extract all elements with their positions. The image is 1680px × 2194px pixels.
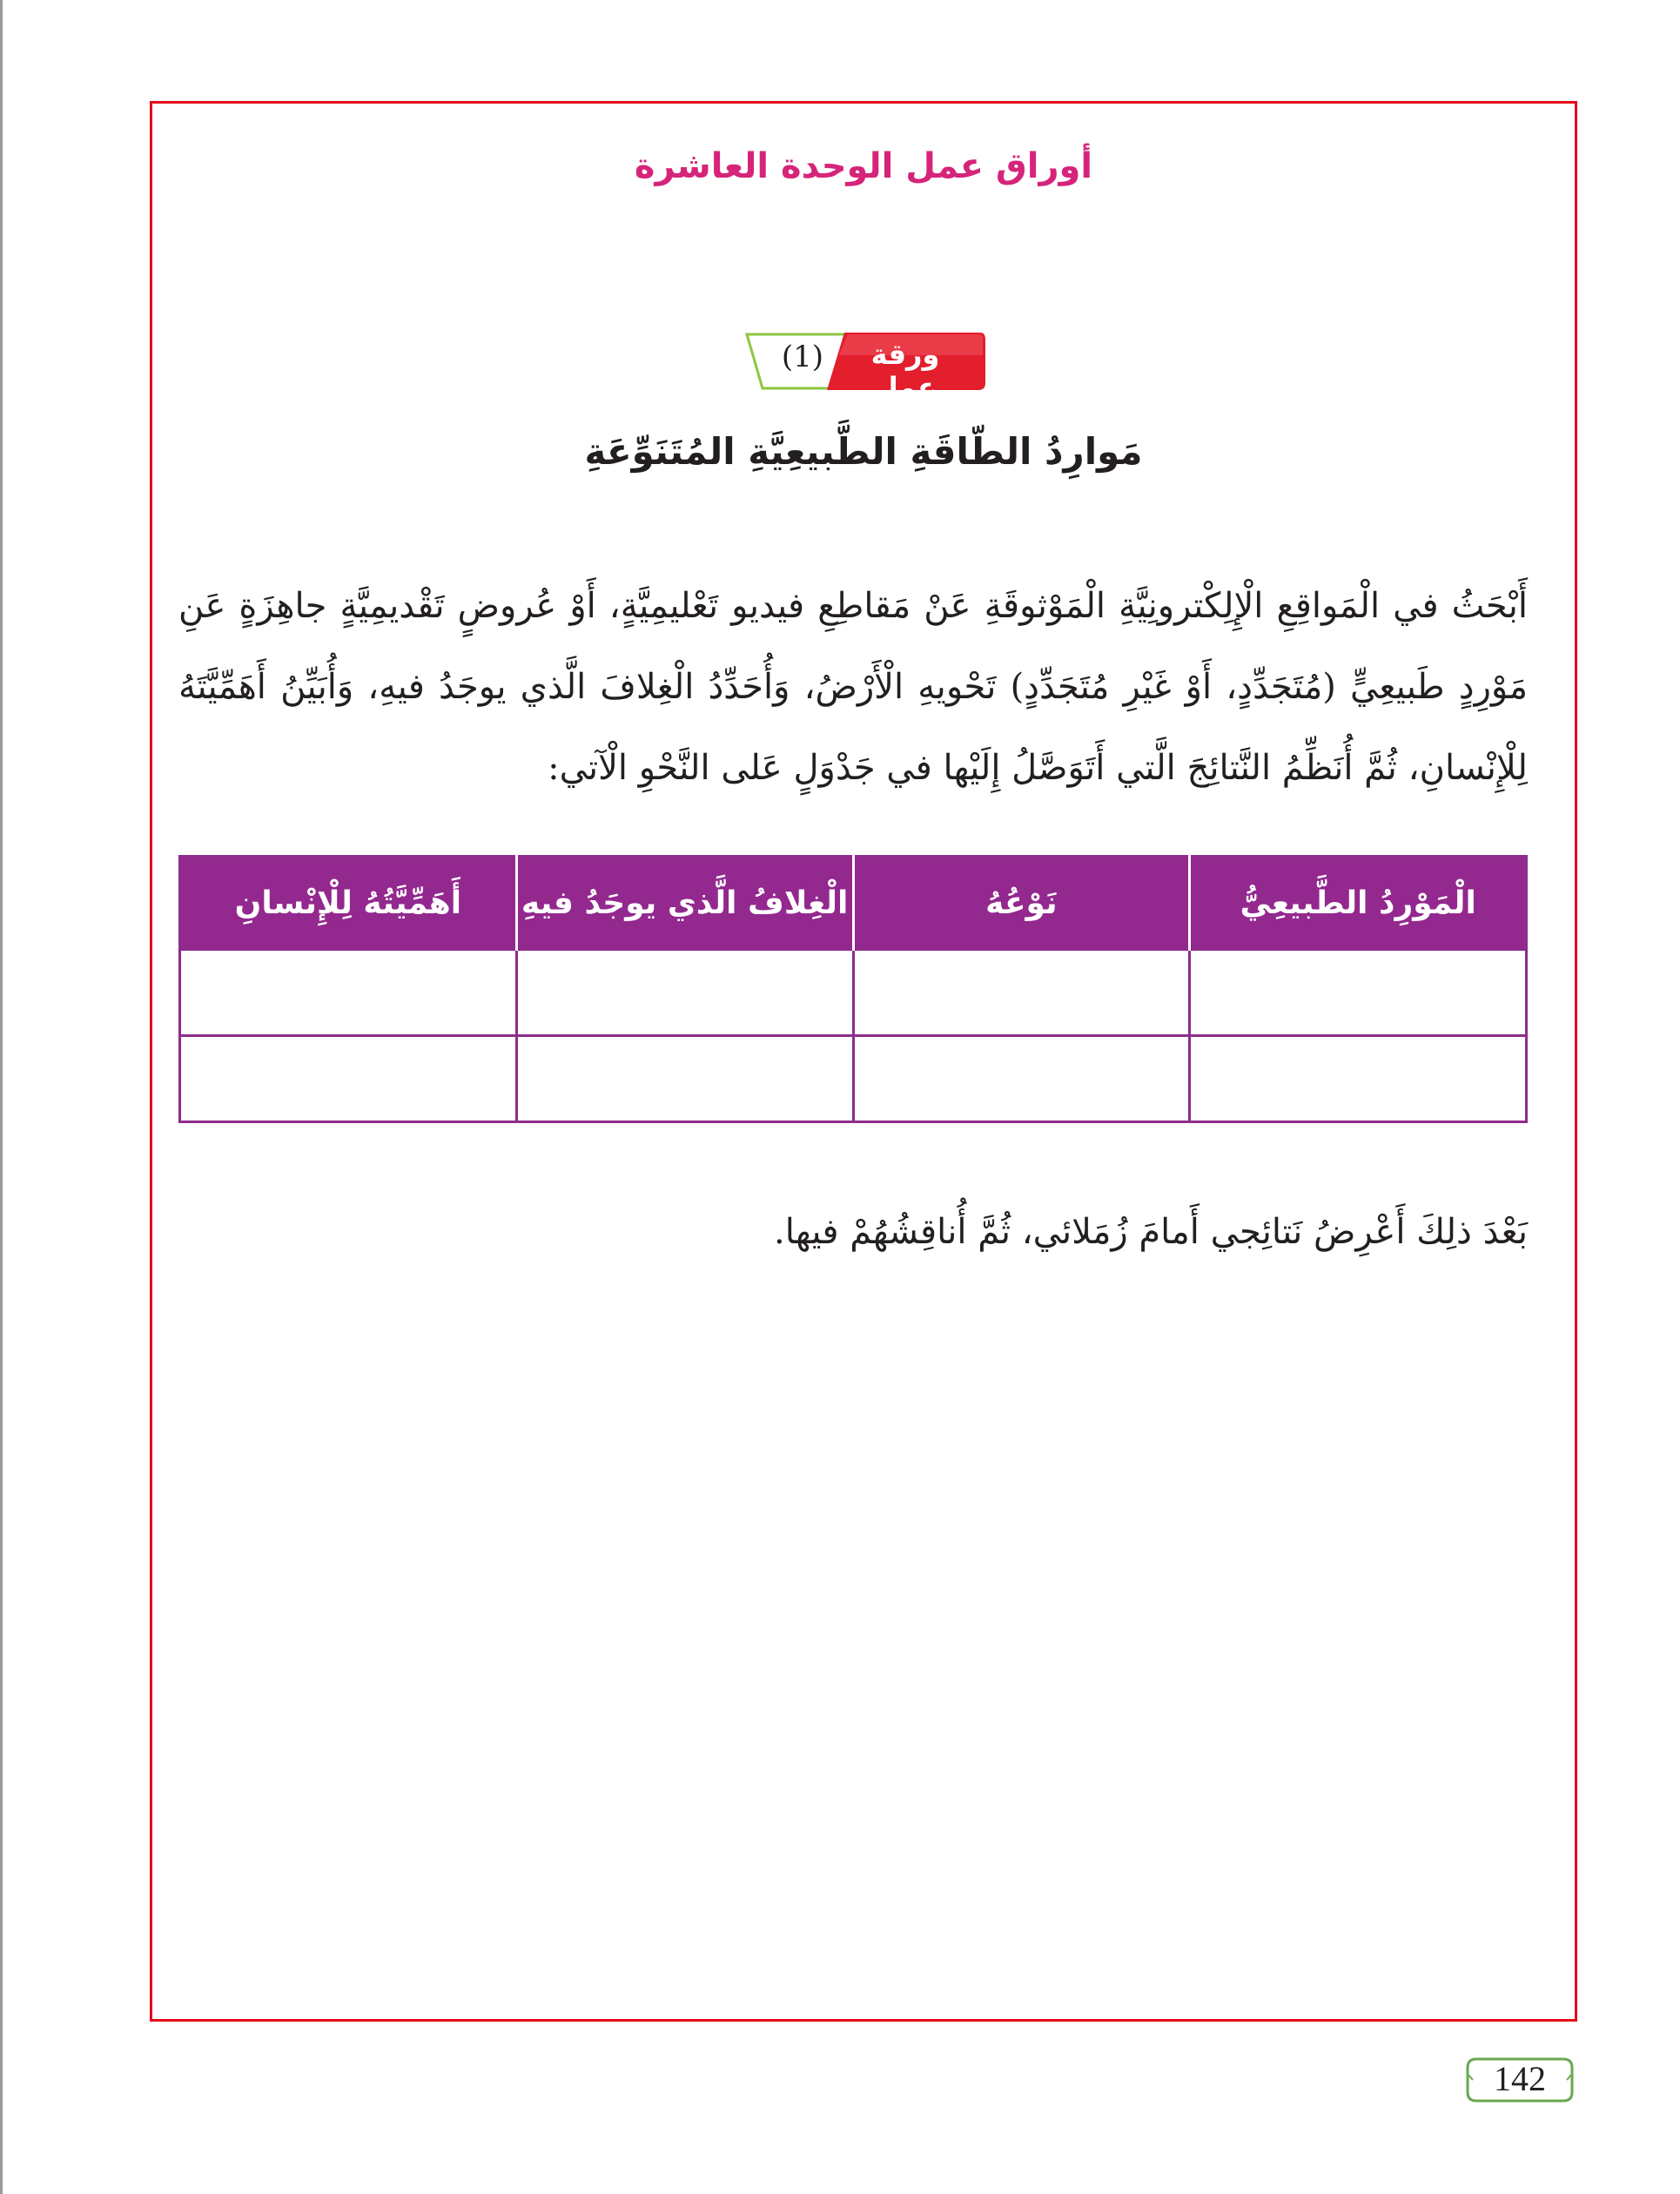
table-cell: [1190, 950, 1527, 1036]
unit-title: أوراق عمل الوحدة العاشرة: [634, 146, 1093, 186]
table-cell: [180, 950, 517, 1036]
header-sphere: الْغِلافُ الَّذي يوجَدُ فيهِ: [516, 857, 853, 950]
header-type: نَوْعُهُ: [853, 857, 1190, 950]
results-table-container: [178, 855, 1528, 1123]
results-table: [178, 855, 1528, 1123]
header-natural-resource: الْمَوْرِدُ الطَّبيعِيُّ: [1190, 857, 1527, 950]
table-cell: [853, 1036, 1190, 1122]
worksheet-label: ورقة عمل: [870, 338, 940, 404]
worksheet-title: مَوارِدُ الطّاقَةِ الطَّبيعِيَّةِ المُتَنَوِّعَةِ: [584, 430, 1143, 473]
table-cell: [516, 1036, 853, 1122]
instructions-paragraph: أَبْحَثُ في الْمَواقِعِ الْإِلِكْترونِيَّةِ الْمَوْثوقَةِ عَنْ مَقاطِعِ فيديو تَعْليمِيَّةٍ، أَوْ عُروضٍ تَقْديمِيَّةٍ جاهِزَةٍ عَنِ مَوْرِدٍ طَبيعِيٍّ (مُتَجَدِّدٍ، أَوْ غَيْرِ مُتَجَدِّدٍ) تَحْويهِ الْأَرْضُ، وَأُحَدِّدُ الْغِلافَ الَّذي يوجَدُ فيهِ، وَأُبَيِّنُ أَهَمِّيَّتَهُ لِلْإِنْسانِ، ثُمَّ أُنَظِّمُ النَّتائِجَ الَّتي أَتَوَصَّلُ إِلَيْها في جَدْوَلٍ عَلى النَّحْوِ الْآتي:: [178, 586, 1528, 788]
table-row: [180, 950, 1527, 1036]
table-header-row: [180, 857, 1527, 950]
table-cell: [1190, 1036, 1527, 1122]
page-number: 142: [1494, 2059, 1546, 2098]
page-edge: [0, 0, 3, 2194]
table-cell: [516, 950, 853, 1036]
header-importance: أَهَمِّيَّتُهُ لِلْإِنْسانِ: [180, 857, 517, 950]
table-row: [180, 1036, 1527, 1122]
table-cell: [853, 950, 1190, 1036]
worksheet-number: (1): [781, 340, 824, 374]
table-cell: [180, 1036, 517, 1122]
closing-instruction: بَعْدَ ذلِكَ أَعْرِضُ نَتائِجي أَمامَ زُمَلائي، ثُمَّ أُناقِشُهُمْ فيها.: [773, 1212, 1528, 1252]
